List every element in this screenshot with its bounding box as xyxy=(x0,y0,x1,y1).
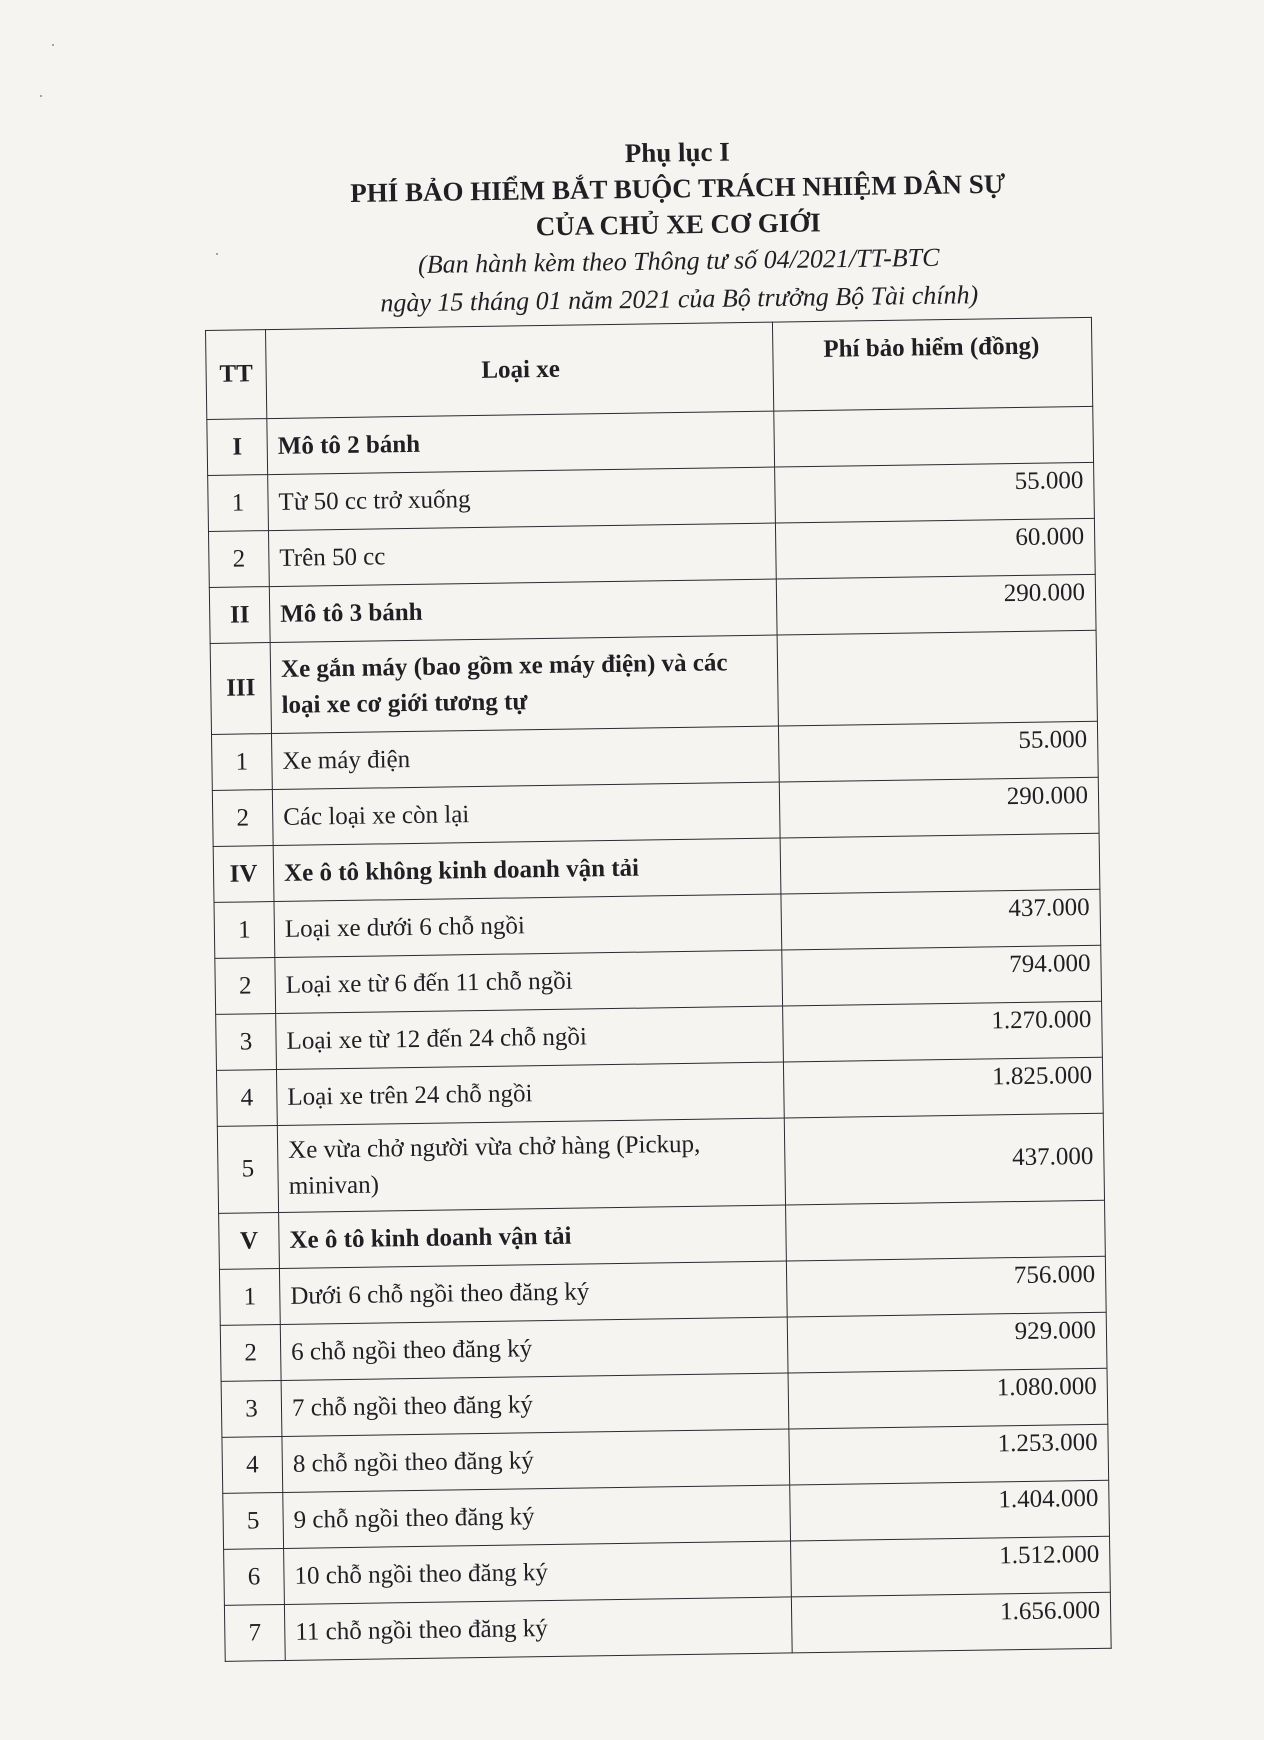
row-number: 1 xyxy=(212,734,273,791)
premium-amount xyxy=(777,630,1097,726)
premium-amount xyxy=(774,406,1094,467)
row-number: III xyxy=(210,643,271,735)
vehicle-type: 6 chỗ ngồi theo đăng ký xyxy=(280,1317,788,1381)
row-number: 3 xyxy=(216,1014,277,1071)
vehicle-type: Trên 50 cc xyxy=(268,523,776,587)
row-number: I xyxy=(207,419,268,476)
premium-amount: 55.000 xyxy=(778,721,1098,782)
vehicle-type: Mô tô 3 bánh xyxy=(269,579,777,643)
row-number: 2 xyxy=(208,531,269,588)
premium-amount: 794.000 xyxy=(782,945,1102,1006)
fee-table xyxy=(205,317,1112,1662)
premium-amount: 60.000 xyxy=(775,518,1095,579)
row-number: 5 xyxy=(217,1126,278,1214)
vehicle-type: Loại xe từ 12 đến 24 chỗ ngồi xyxy=(276,1006,784,1070)
row-number: 2 xyxy=(215,958,276,1015)
row-number: II xyxy=(209,587,270,644)
premium-amount: 1.656.000 xyxy=(791,1592,1111,1653)
vehicle-type: Xe ô tô không kinh doanh vận tải xyxy=(273,838,781,902)
row-number: 2 xyxy=(212,790,273,847)
vehicle-type: Xe ô tô kinh doanh vận tải xyxy=(279,1205,787,1269)
premium-amount: 1.512.000 xyxy=(791,1536,1111,1597)
vehicle-type: 9 chỗ ngồi theo đăng ký xyxy=(283,1485,791,1549)
row-number: 5 xyxy=(223,1492,284,1549)
header-vehicle-type: Loại xe xyxy=(266,322,774,419)
row-number: 7 xyxy=(224,1604,285,1661)
scan-speck xyxy=(52,44,54,46)
row-number: 6 xyxy=(224,1548,285,1605)
row-number: 4 xyxy=(222,1436,283,1493)
premium-amount: 55.000 xyxy=(775,462,1095,523)
row-number: 2 xyxy=(220,1324,281,1381)
header-tt: TT xyxy=(206,330,267,420)
appendix-label: Phụ lục I xyxy=(624,136,730,169)
vehicle-type: Loại xe dưới 6 chỗ ngồi xyxy=(274,894,782,958)
fee-table-wrapper xyxy=(205,317,1112,1662)
vehicle-type: Loại xe từ 6 đến 11 chỗ ngồi xyxy=(275,950,783,1014)
vehicle-type: Từ 50 cc trở xuống xyxy=(268,467,776,531)
table-body xyxy=(207,406,1111,1661)
vehicle-type: 8 chỗ ngồi theo đăng ký xyxy=(282,1429,790,1493)
vehicle-type: Loại xe trên 24 chỗ ngồi xyxy=(276,1062,784,1126)
premium-amount: 929.000 xyxy=(787,1312,1107,1373)
header-premium: Phí bảo hiểm (đồng) xyxy=(772,317,1092,411)
row-number: IV xyxy=(213,846,274,903)
row-number: V xyxy=(219,1213,280,1270)
row-number: 1 xyxy=(214,902,275,959)
premium-amount: 1.404.000 xyxy=(790,1480,1110,1541)
scan-speck xyxy=(40,95,42,97)
row-number: 3 xyxy=(221,1380,282,1437)
table-row xyxy=(217,1113,1104,1213)
vehicle-type: 7 chỗ ngồi theo đăng ký xyxy=(281,1373,789,1437)
vehicle-type: Xe vừa chở người vừa chở hàng (Pickup, minivan) xyxy=(277,1118,785,1213)
vehicle-type: Dưới 6 chỗ ngồi theo đăng ký xyxy=(279,1261,787,1325)
document-heading xyxy=(0,126,1264,328)
vehicle-type: Mô tô 2 bánh xyxy=(267,411,775,475)
row-number: 1 xyxy=(208,475,269,532)
premium-amount: 290.000 xyxy=(776,574,1096,635)
vehicle-type: Xe máy điện xyxy=(271,726,779,790)
premium-amount xyxy=(786,1200,1106,1261)
vehicle-type: 10 chỗ ngồi theo đăng ký xyxy=(284,1541,792,1605)
premium-amount: 1.080.000 xyxy=(788,1368,1108,1429)
subtitle-line-2: ngày 15 tháng 01 năm 2021 của Bộ trưởng Bộ Tài chính) xyxy=(380,280,979,318)
premium-amount: 1.270.000 xyxy=(783,1001,1103,1062)
table-header-row xyxy=(206,317,1093,419)
subtitle-line-1: (Ban hành kèm theo Thông tư số 04/2021/TT-BTC xyxy=(417,242,940,279)
premium-amount: 290.000 xyxy=(779,777,1099,838)
premium-amount: 437.000 xyxy=(781,889,1101,950)
title-line-1: PHÍ BẢO HIỂM BẮT BUỘC TRÁCH NHIỆM DÂN SỰ xyxy=(350,168,1006,208)
vehicle-type: 11 chỗ ngồi theo đăng ký xyxy=(284,1597,792,1661)
premium-amount: 1.253.000 xyxy=(789,1424,1109,1485)
premium-amount: 437.000 xyxy=(784,1113,1104,1205)
row-number: 1 xyxy=(219,1268,280,1325)
title-line-2: CỦA CHỦ XE CƠ GIỚI xyxy=(535,207,821,242)
table-row xyxy=(224,1592,1111,1661)
premium-amount: 1.825.000 xyxy=(783,1057,1103,1118)
premium-amount xyxy=(780,833,1100,894)
premium-amount: 756.000 xyxy=(786,1256,1106,1317)
vehicle-type: Xe gắn máy (bao gồm xe máy điện) và các loại xe cơ giới tương tự xyxy=(270,635,778,734)
vehicle-type: Các loại xe còn lại xyxy=(272,782,780,846)
section-row xyxy=(210,630,1097,734)
row-number: 4 xyxy=(216,1070,277,1127)
